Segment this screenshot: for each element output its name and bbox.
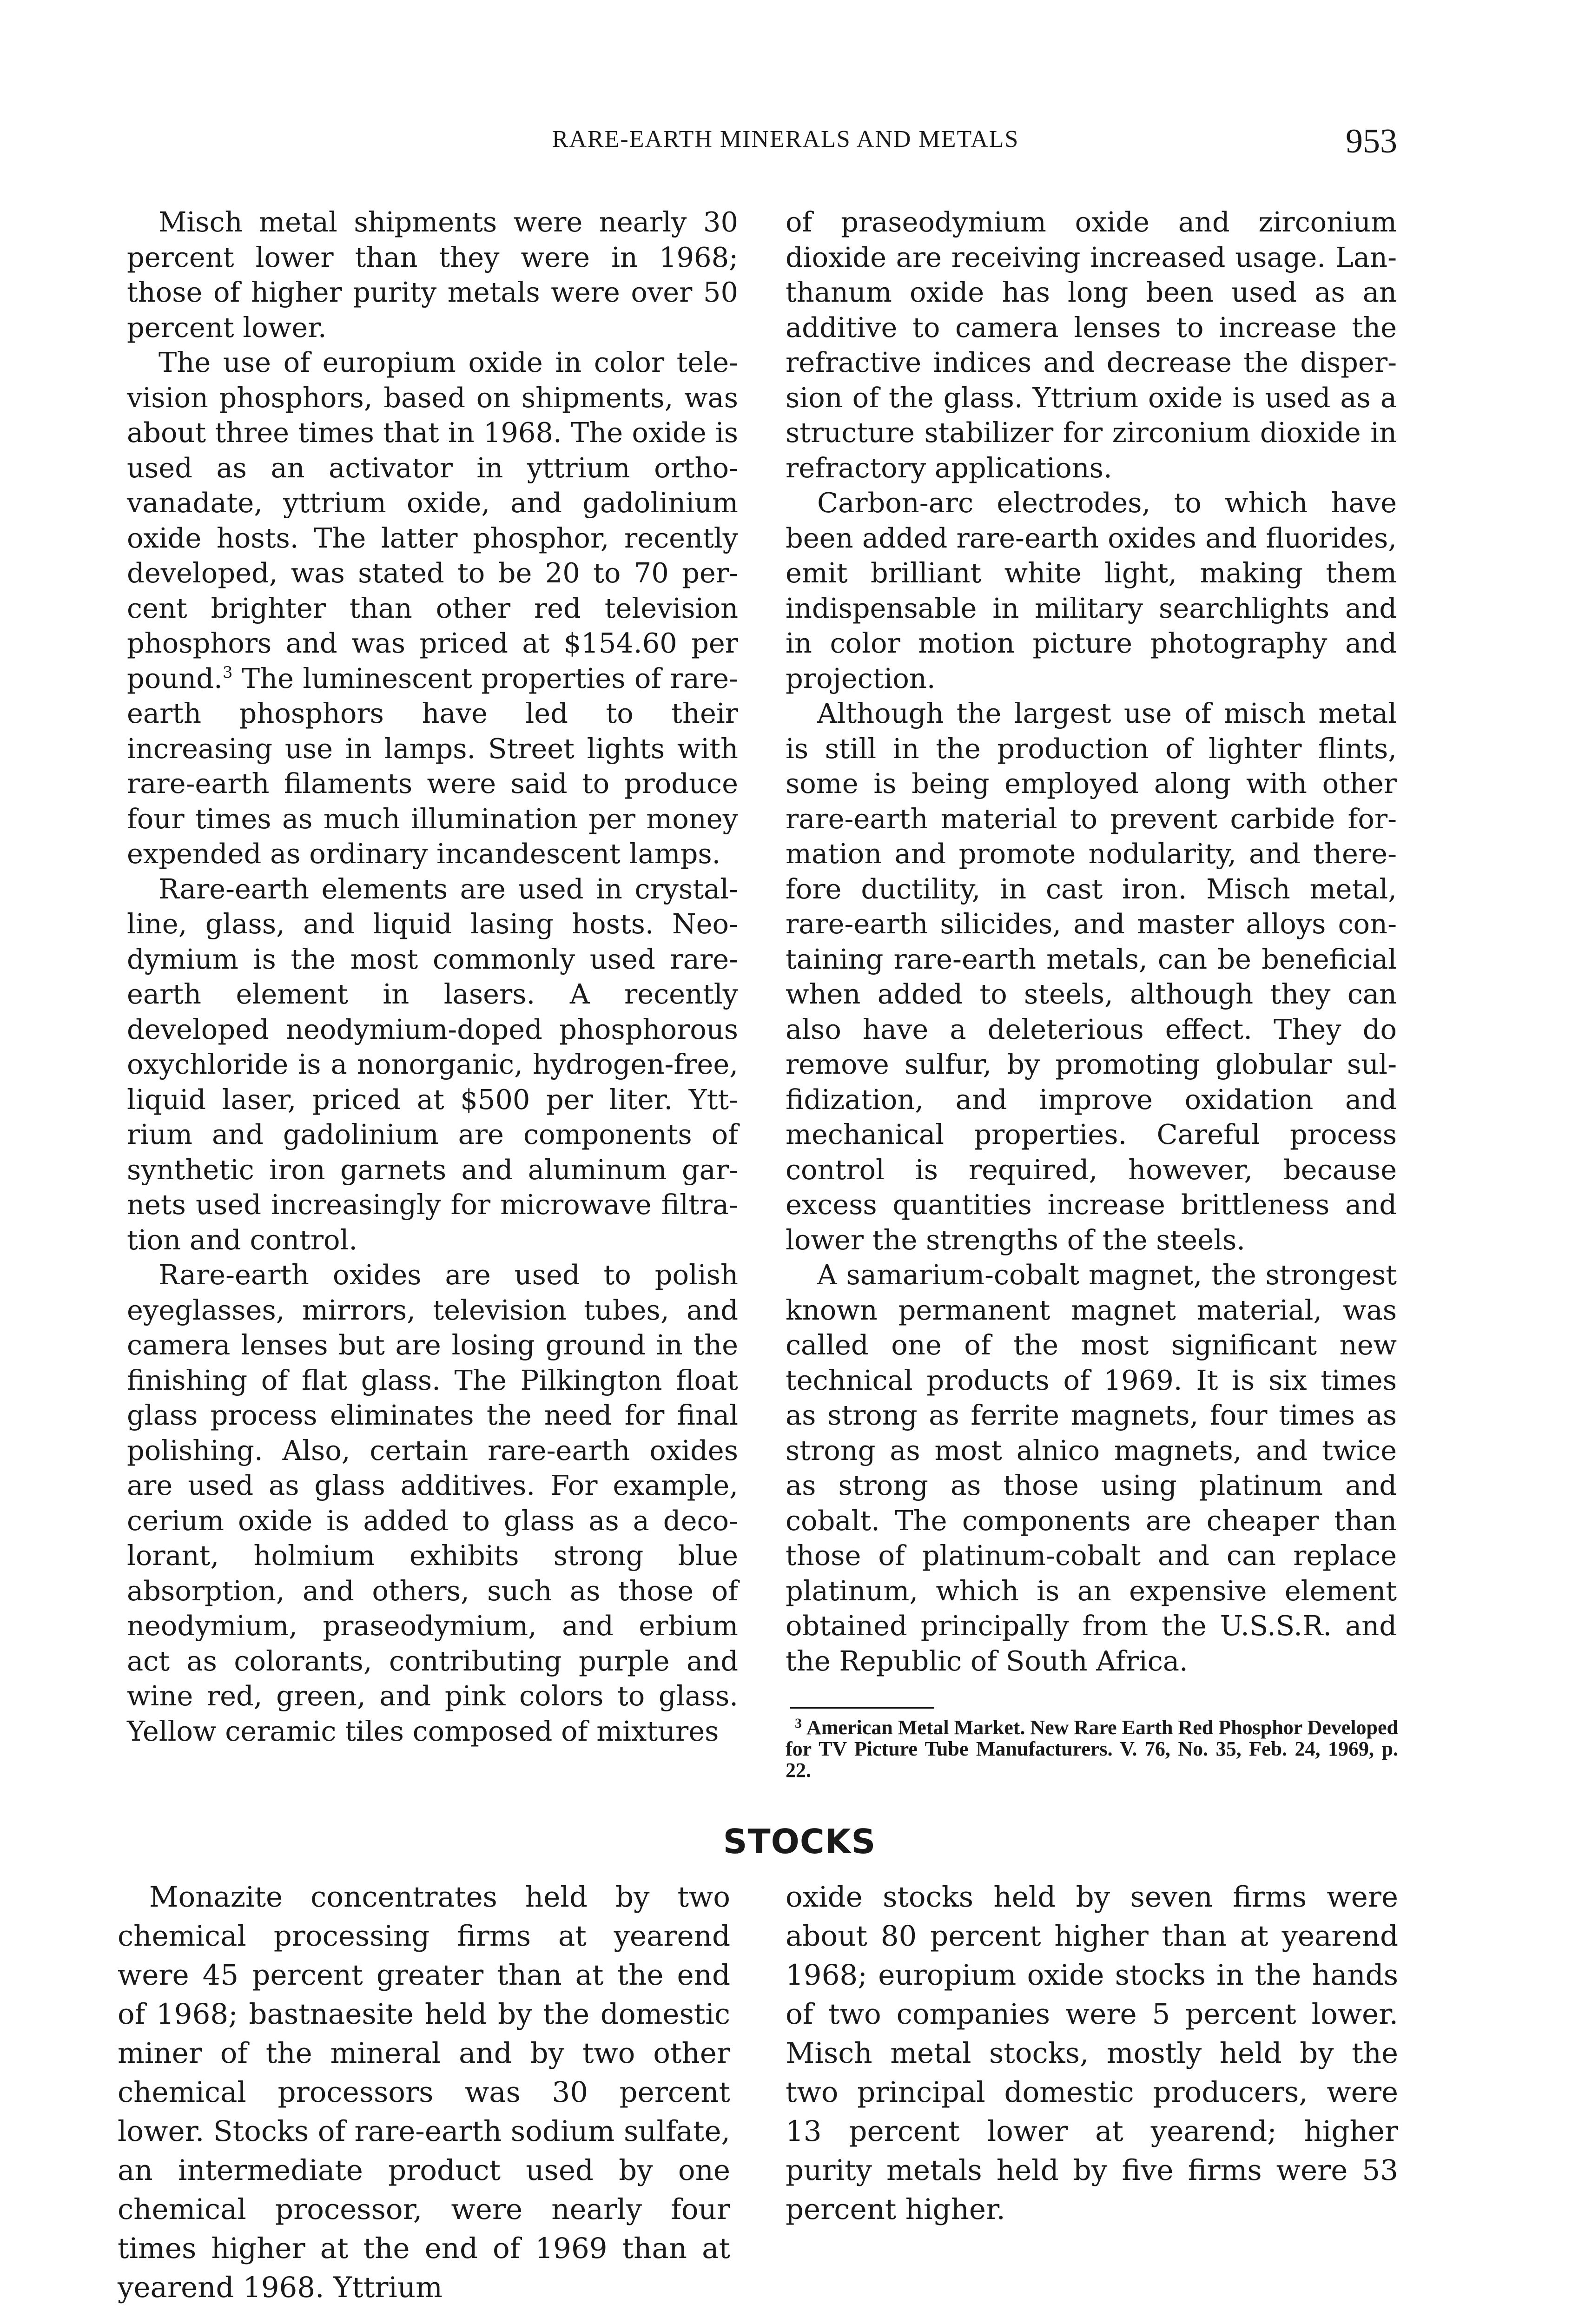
stocks-left-column: [118, 1878, 730, 2307]
paragraph-misch-shipments: Misch metal shipments were nearly 30 percent lower than they were in 1968; those of higher purity metals were over 50 percent lower.: [127, 206, 738, 343]
footnote-divider: [790, 1707, 934, 1709]
paragraph-stocks-monazite: Monazite concentrates held by two chemical processing firms at yearend were 45 percent greater than at the end of 1968; bastnaesite held by the domestic miner of the mineral and by two other chemical processors was 30 percent lower. Stocks of rare-earth sodium sulfate, an intermediate product used by one chemical processor, were nearly four times higher at the end of 1969 than at yearend 1968. Yttrium: [118, 1881, 730, 2304]
upper-left-column: [127, 205, 738, 1749]
section-heading-stocks: STOCKS: [723, 1822, 876, 1861]
page-number: 953: [1346, 122, 1397, 160]
paragraph-lasers: Rare-earth elements are used in crystalline, glass, and liquid lasing hosts. Neodymium is the most commonly used rare-earth element in lasers. A recently developed neodymium-doped phosphorous oxychloride is a nonorganic, hydrogen-free, liquid laser, priced at $500 per liter. Yttrium and gadolinium are components of synthetic iron garnets and aluminum garnets used increasingly for microwave filtration and control.: [127, 872, 738, 1256]
paragraph-stocks-oxides: oxide stocks held by seven firms were about 80 percent higher than at yearend 1968; europium oxide stocks in the hands of two companies were 5 percent lower. Misch metal stocks, mostly held by the two principal domestic producers, were 13 percent lower at yearend; higher purity metals held by five firms were 53 percent higher.: [786, 1881, 1398, 2226]
europium-text: The use of europium oxide in color television phosphors, based on shipments, was about three times that in 1968. The oxide is used as an activator in yttrium orthovanadate, yttrium oxide, and gadolinium oxide hosts. The latter phosphor, recently developed, was stated to be 20 to 70 percent brighter than other red television phosphors and was priced at $154.60 per pound.: [127, 346, 738, 694]
paragraph-europium-phosphors: [127, 345, 738, 872]
europium-text-tail: The luminescent properties of rare-earth phosphors have led to their increasing use in lamps. Street lights with rare-earth filaments were said to produce four times as much illumination per money expended as ordinary incandescent lamps.: [127, 662, 738, 870]
footnote: [786, 1713, 1398, 1781]
footnote-text: American Metal Market. New Rare Earth Red Phosphor Developed for TV Picture Tube Manufacturers. V. 76, No. 35, Feb. 24, 1969, p. 22.: [786, 1716, 1398, 1782]
paragraph-misch-metal-steel: Although the largest use of misch metal is still in the production of lighter flints, some is being employed along with other rare-earth material to prevent carbide formation and promote nodularity, and therefore ductility, in cast iron. Misch metal, rare-earth silicides, and master alloys containing rare-earth metals, can be beneficial when added to steels, although they can also have a deleterious effect. They do remove sulfur, by promoting globular sulfidization, and improve oxidation and mechanical properties. Careful process control is required, however, because excess quantities increase brittleness and lower the strengths of the steels.: [786, 697, 1397, 1256]
paragraph-carbon-arc: Carbon-arc electrodes, to which have been added rare-earth oxides and fluorides, emit brilliant white light, making them indispensable in military searchlights and in color motion picture photography and projection.: [786, 487, 1397, 694]
upper-right-column: [786, 205, 1397, 1678]
footnote-number: 3: [795, 1716, 802, 1731]
paragraph-samarium-cobalt: A samarium-cobalt magnet, the strongest known permanent magnet material, was called one of the most significant new technical products of 1969. It is six times as strong as ferrite magnets, four times as strong as most alnico magnets, and twice as strong as those using platinum and cobalt. The components are cheaper than those of platinum-cobalt and can replace platinum, which is an expensive element obtained principally from the U.S.S.R. and the Republic of South Africa.: [786, 1259, 1397, 1677]
stocks-right-column: [786, 1878, 1398, 2229]
footnote-reference: 3: [222, 663, 233, 682]
paragraph-glass-polishing: Rare-earth oxides are used to polish eyeglasses, mirrors, television tubes, and camera lenses but are losing ground in the finishing of flat glass. The Pilkington float glass process eliminates the need for final polishing. Also, certain rare-earth oxides are used as glass additives. For example, cerium oxide is added to glass as a decolorant, holmium exhibits strong blue absorption, and others, such as those of neodymium, praseodymium, and erbium act as colorants, contributing purple and wine red, green, and pink colors to glass. Yellow ceramic tiles composed of mixtures: [127, 1259, 738, 1747]
paragraph-glass-additives-cont: of praseodymium oxide and zirconium dioxide are receiving increased usage. Lanthanum oxide has long been used as an additive to camera lenses to increase the refractive indices and decrease the dispersion of the glass. Yttrium oxide is used as a structure stabilizer for zirconium dioxide in refractory applications.: [786, 206, 1397, 484]
running-title: RARE-EARTH MINERALS AND METALS: [552, 126, 1019, 152]
